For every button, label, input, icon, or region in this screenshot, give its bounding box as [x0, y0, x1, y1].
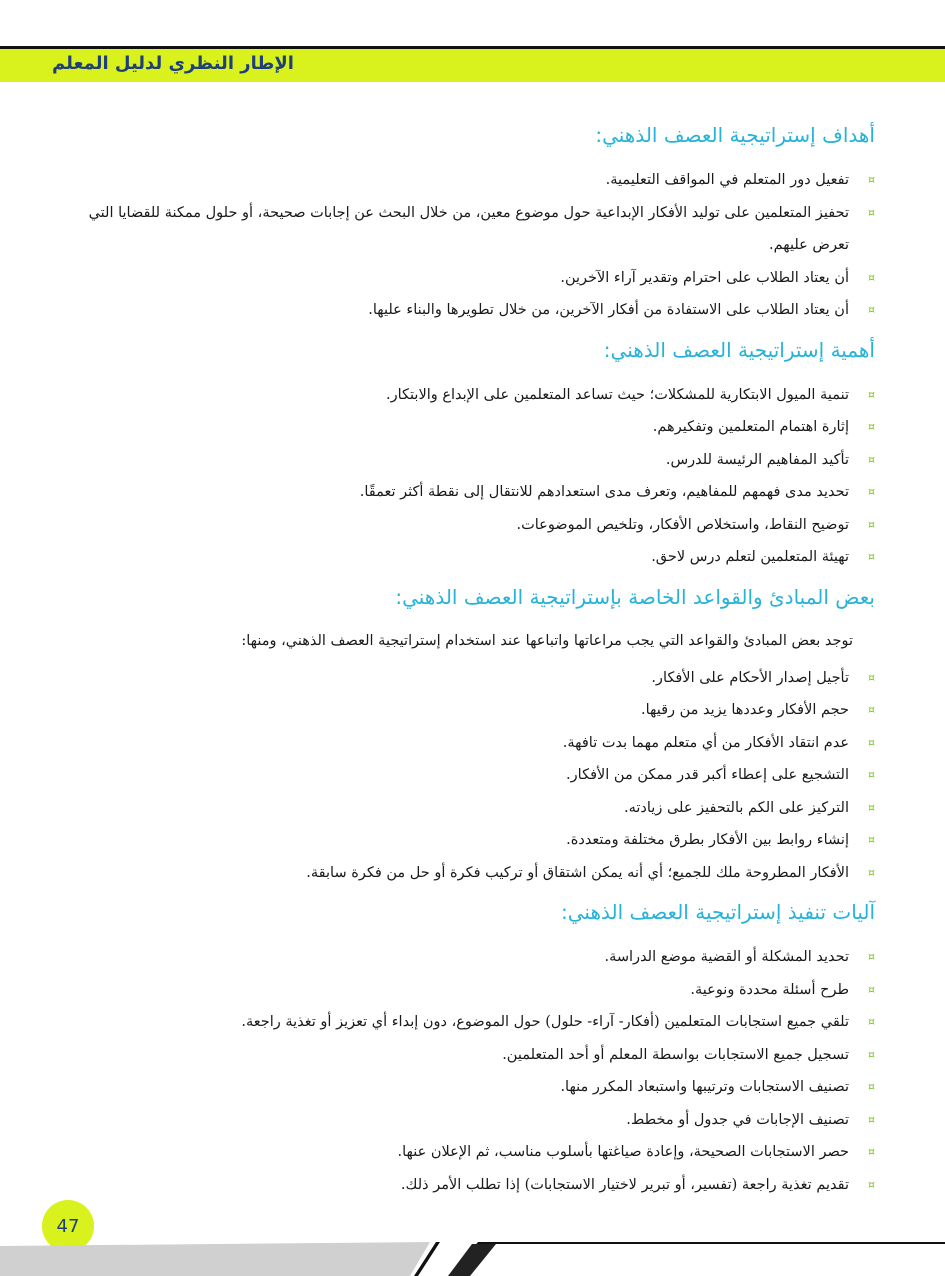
list-item	[60, 197, 875, 262]
bullet-icon: ¤	[868, 670, 875, 684]
list-item	[60, 1169, 875, 1202]
section-title: أهداف إستراتيجية العصف الذهني:	[595, 123, 875, 147]
bullet-list	[60, 164, 875, 327]
header-bar	[0, 46, 945, 82]
bullet-list	[60, 379, 875, 574]
list-item-text: طرح أسئلة محددة ونوعية.	[690, 981, 849, 998]
bullet-icon: ¤	[868, 865, 875, 879]
list-item	[60, 1071, 875, 1104]
list-item-text: حصر الاستجابات الصحيحة، وإعادة صياغتها بأسلوب مناسب، ثم الإعلان عنها.	[397, 1144, 849, 1160]
list-item	[60, 294, 875, 327]
list-item	[60, 792, 875, 825]
bullet-list	[60, 941, 875, 1201]
list-item-text: عدم انتقاد الأفكار من أي متعلم مهما بدت تافهة.	[562, 734, 849, 751]
bullet-icon: ¤	[868, 950, 875, 963]
list-item	[60, 974, 875, 1007]
bullet-icon: ¤	[868, 735, 875, 749]
list-item	[60, 1136, 875, 1169]
footer-decoration	[0, 1238, 945, 1276]
page-content	[60, 118, 875, 1207]
list-item-text: حجم الأفكار وعددها يزيد من رقيها.	[641, 702, 849, 718]
bullet-icon: ¤	[868, 703, 875, 716]
list-item	[60, 444, 875, 477]
bullet-icon: ¤	[868, 1015, 875, 1028]
bullet-icon: ¤	[868, 517, 875, 531]
bullet-icon: ¤	[868, 550, 875, 563]
list-item	[60, 1039, 875, 1072]
footer-thick-stripe	[448, 1242, 945, 1276]
section-intro: توجد بعض المبادئ والقواعد التي يجب مراعاتها واتباعها عند استخدام إستراتيجية العصف الذهني، ومنها:	[241, 632, 853, 649]
list-item	[60, 379, 875, 412]
list-item-text: أن يعتاد الطلاب على احترام وتقدير آراء الآخرين.	[560, 269, 849, 286]
list-item-text: تهيئة المتعلمين لتعلم درس لاحق.	[651, 549, 849, 565]
list-item	[60, 164, 875, 197]
bullet-icon: ¤	[868, 982, 875, 996]
bullet-icon: ¤	[868, 452, 875, 466]
list-item	[60, 262, 875, 295]
bullet-icon: ¤	[868, 387, 875, 401]
list-item	[60, 1104, 875, 1137]
bullet-list	[60, 662, 875, 890]
bullet-icon: ¤	[868, 1047, 875, 1061]
list-item-text: تحفيز المتعلمين على توليد الأفكار الإبداعية حول موضوع معين، من خلال البحث عن إجابات صحيحة، أو حلول ممكنة للقضايا التي تعرض عليهم.	[88, 204, 849, 253]
list-item-text: أن يعتاد الطلاب على الاستفادة من أفكار الآخرين، من خلال تطويرها والبناء عليها.	[368, 302, 849, 318]
bullet-icon: ¤	[868, 270, 875, 284]
list-item	[60, 941, 875, 974]
bullet-icon: ¤	[868, 173, 875, 186]
list-item	[60, 857, 875, 890]
list-item	[60, 541, 875, 574]
list-item	[60, 759, 875, 792]
bullet-icon: ¤	[868, 800, 875, 814]
list-item-text: التركيز على الكم بالتحفيز على زيادته.	[624, 799, 849, 816]
list-item-text: تحديد مدى فهمهم للمفاهيم، وتعرف مدى استعدادهم للانتقال إلى نقطة أكثر تعمقًا.	[359, 484, 849, 500]
bullet-icon: ¤	[868, 303, 875, 316]
bullet-icon: ¤	[868, 420, 875, 433]
list-item-text: توضيح النقاط، واستخلاص الأفكار، وتلخيص الموضوعات.	[516, 516, 849, 533]
list-item	[60, 509, 875, 542]
list-item	[60, 727, 875, 760]
bullet-icon: ¤	[868, 768, 875, 781]
header-title: الإطار النظري لدليل المعلم	[52, 53, 294, 74]
list-item-text: تصنيف الإجابات في جدول أو مخطط.	[626, 1111, 849, 1128]
list-item-text: تقديم تغذية راجعة (تفسير، أو تبرير لاختيار الاستجابات) إذا تطلب الأمر ذلك.	[400, 1176, 849, 1193]
list-item-text: إنشاء روابط بين الأفكار بطرق مختلفة ومتعددة.	[566, 832, 849, 848]
page-number: 47	[42, 1200, 94, 1252]
list-item-text: تأكيد المفاهيم الرئيسة للدرس.	[665, 451, 849, 468]
list-item-text: الأفكار المطروحة ملك للجميع؛ أي أنه يمكن اشتقاق أو تركيب فكرة أو حل من فكرة سابقة.	[306, 864, 849, 881]
list-item-text: تفعيل دور المتعلم في المواقف التعليمية.	[605, 172, 849, 188]
bullet-icon: ¤	[868, 1112, 875, 1126]
list-item-text: إثارة اهتمام المتعلمين وتفكيرهم.	[652, 419, 849, 435]
footer-gray-band	[0, 1242, 430, 1276]
list-item	[60, 1006, 875, 1039]
bullet-icon: ¤	[868, 1080, 875, 1093]
bullet-icon: ¤	[868, 833, 875, 846]
list-item	[60, 662, 875, 695]
section-title: أهمية إستراتيجية العصف الذهني:	[603, 337, 875, 362]
footer-black-block	[448, 1244, 496, 1276]
list-item	[60, 824, 875, 857]
list-item	[60, 476, 875, 509]
section-title: آليات تنفيذ إستراتيجية العصف الذهني:	[561, 900, 875, 924]
list-item-text: تلقي جميع استجابات المتعلمين (أفكار- آراء- حلول) حول الموضوع، دون إبداء أي تعزيز أو تغذية راجعة.	[241, 1014, 849, 1030]
list-item-text: تنمية الميول الابتكارية للمشكلات؛ حيث تساعد المتعلمين على الإبداع والابتكار.	[386, 386, 849, 403]
section-title: بعض المبادئ والقواعد الخاصة بإستراتيجية العصف الذهني:	[395, 584, 875, 609]
list-item-text: تحديد المشكلة أو القضية موضع الدراسة.	[604, 949, 849, 965]
list-item-text: تسجيل جميع الاستجابات بواسطة المعلم أو أحد المتعلمين.	[502, 1046, 849, 1063]
bullet-icon: ¤	[868, 205, 875, 219]
list-item-text: تأجيل إصدار الأحكام على الأفكار.	[651, 669, 849, 686]
list-item-text: التشجيع على إعطاء أكبر قدر ممكن من الأفكار.	[566, 767, 849, 783]
list-item-text: تصنيف الاستجابات وترتيبها واستبعاد المكرر منها.	[560, 1079, 849, 1095]
bullet-icon: ¤	[868, 1177, 875, 1191]
bullet-icon: ¤	[868, 485, 875, 498]
bullet-icon: ¤	[868, 1145, 875, 1158]
list-item	[60, 411, 875, 444]
list-item	[60, 694, 875, 727]
